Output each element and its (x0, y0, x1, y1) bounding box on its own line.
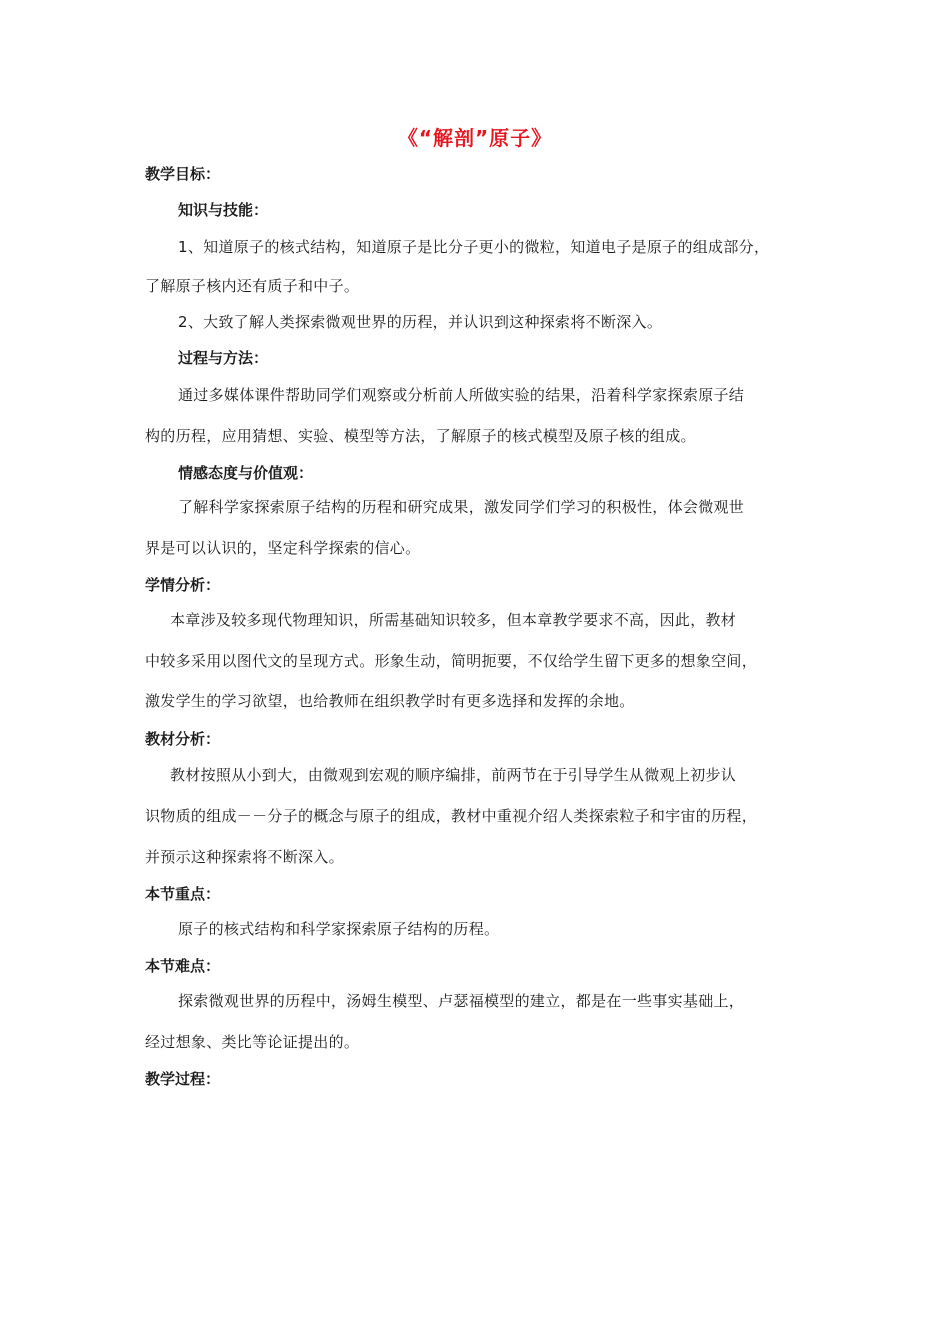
material-analysis-line-1: 教材按照从小到大，由微观到宏观的顺序编排，前两节在于引导学生从微观上初步认 (170, 766, 737, 784)
key-points-line-1: 原子的核式结构和科学家探索原子结构的历程。 (178, 920, 500, 938)
emotion-heading: 情感态度与价值观： (178, 464, 314, 482)
student-analysis-line-3: 激发学生的学习欲望，也给教师在组织教学时有更多选择和发挥的余地。 (145, 692, 635, 710)
key-points-heading: 本节重点： (145, 885, 221, 903)
student-analysis-line-2: 中较多采用以图代文的呈现方式。形象生动，简明扼要，不仅给学生留下更多的想象空间， (145, 652, 758, 670)
process-line-1: 通过多媒体课件帮助同学们观察或分析前人所做实验的结果，沿着科学家探索原子结 (178, 386, 745, 404)
knowledge-item-1-line-2: 了解原子核内还有质子和中子。 (145, 277, 360, 295)
material-analysis-line-3: 并预示这种探索将不断深入。 (145, 848, 344, 866)
emotion-line-2: 界是可以认识的，坚定科学探索的信心。 (145, 539, 421, 557)
objectives-heading: 教学目标： (145, 165, 221, 183)
process-heading: 过程与方法： (178, 349, 269, 367)
knowledge-item-2: 2、大致了解人类探索微观世界的历程，并认识到这种探索将不断深入。 (178, 313, 663, 331)
knowledge-item-1-line-1: 1、知道原子的核式结构，知道原子是比分子更小的微粒，知道电子是原子的组成部分， (178, 238, 770, 256)
difficult-points-line-2: 经过想象、类比等论证提出的。 (145, 1033, 360, 1051)
student-analysis-line-1: 本章涉及较多现代物理知识，所需基础知识较多，但本章教学要求不高，因此，教材 (170, 611, 737, 629)
teaching-procedure-heading: 教学过程： (145, 1070, 221, 1088)
knowledge-heading: 知识与技能： (178, 201, 269, 219)
material-analysis-heading: 教材分析： (145, 730, 221, 748)
material-analysis-line-2: 识物质的组成－－分子的概念与原子的组成，教材中重视介绍人类探索粒子和宇宙的历程， (145, 807, 758, 825)
emotion-line-1: 了解科学家探索原子结构的历程和研究成果，激发同学们学习的积极性，体会微观世 (178, 498, 745, 516)
student-analysis-heading: 学情分析： (145, 576, 221, 594)
document-title: 《“解剖”原子》 (397, 126, 553, 150)
difficult-points-heading: 本节难点： (145, 957, 221, 975)
process-line-2: 构的历程，应用猜想、实验、模型等方法，了解原子的核式模型及原子核的组成。 (145, 427, 696, 445)
difficult-points-line-1: 探索微观世界的历程中，汤姆生模型、卢瑟福模型的建立，都是在一些事实基础上， (178, 992, 745, 1010)
